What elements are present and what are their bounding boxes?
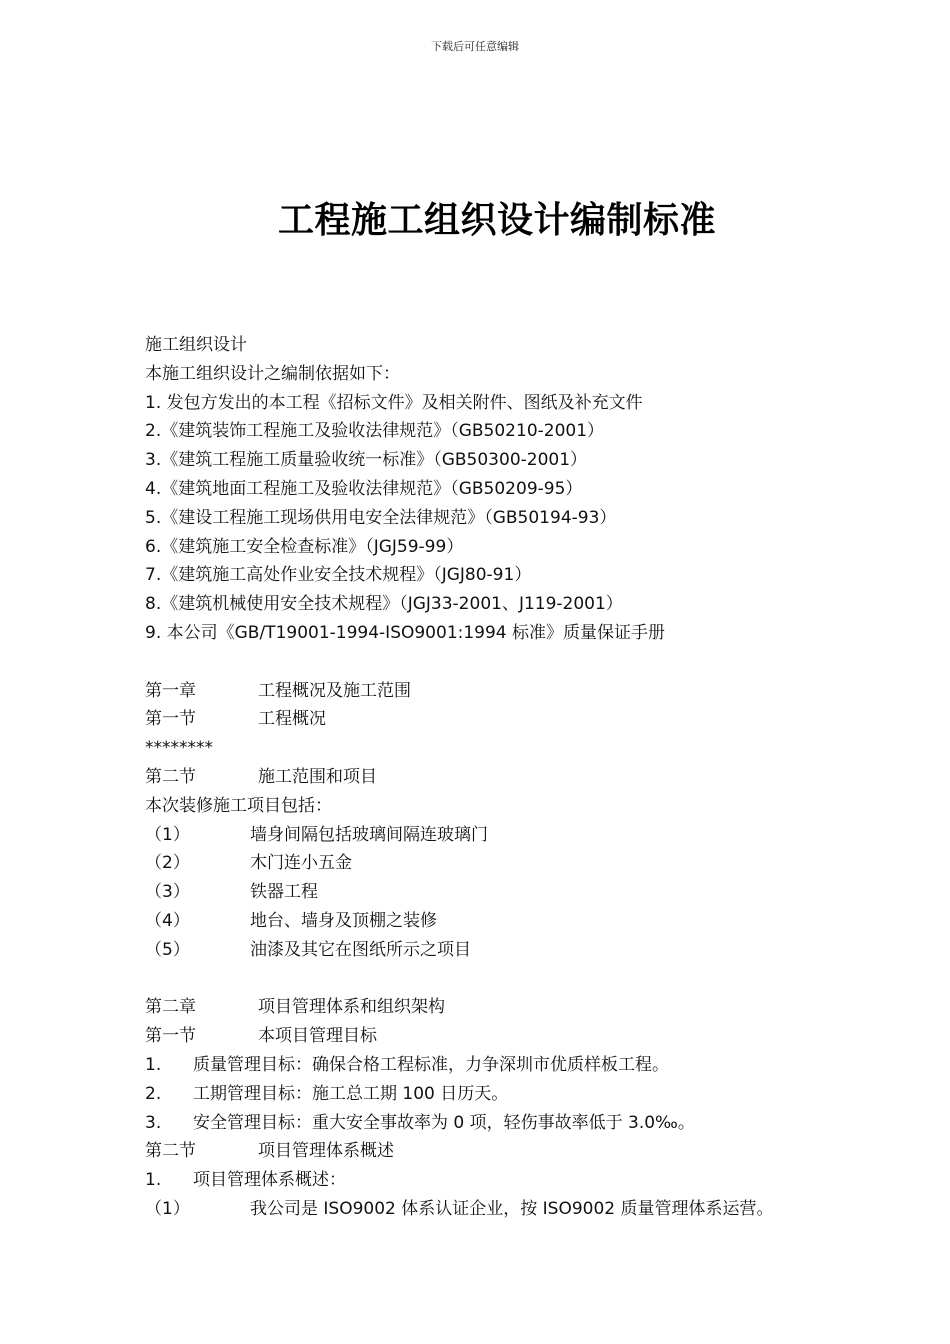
section-title: 工程概况: [258, 709, 326, 730]
section-title: 本项目管理目标: [258, 1026, 377, 1047]
items-lead: 本次装修施工项目包括：: [145, 795, 332, 816]
page-header-note: 下载后可任意编辑: [431, 40, 519, 53]
list-item: [145, 821, 865, 850]
item-number: （5）: [145, 939, 190, 960]
basis-item: 7.《建筑施工高处作业安全技术规程》（JGJ80-91）: [145, 565, 532, 586]
item-text: 油漆及其它在图纸所示之项目: [250, 939, 471, 960]
item-text: 安全管理目标：重大安全事故率为 0 项，轻伤事故率低于 3.0‰。: [193, 1112, 695, 1133]
section-heading: [145, 1137, 865, 1166]
chapter-heading: [145, 677, 865, 706]
overview-subitem: [145, 1195, 865, 1224]
item-text: 铁器工程: [250, 882, 318, 903]
item-number: 2.: [145, 1083, 162, 1104]
section-label: 第一节: [145, 1026, 196, 1047]
item-text: 地台、墙身及顶棚之装修: [250, 910, 437, 931]
item-text: 木门连小五金: [250, 853, 352, 874]
chapter-heading: [145, 993, 865, 1022]
item-text: 质量管理目标：确保合格工程标准，力争深圳市优质样板工程。: [193, 1054, 669, 1075]
item-number: （3）: [145, 882, 190, 903]
item-text: 我公司是 ISO9002 体系认证企业，按 ISO9002 质量管理体系运营。: [250, 1198, 774, 1219]
basis-item: 3.《建筑工程施工质量验收统一标准》（GB50300-2001）: [145, 450, 588, 471]
item-text: 工期管理目标：施工总工期 100 日历天。: [193, 1083, 509, 1104]
section-label: 第一节: [145, 709, 196, 730]
document-title: 工程施工组织设计编制标准: [278, 199, 717, 241]
list-item: [145, 907, 865, 936]
section-heading: [145, 1022, 865, 1051]
list-item: [145, 849, 865, 878]
item-text: 项目管理体系概述：: [193, 1170, 346, 1191]
basis-item: 8.《建筑机械使用安全技术规程》（JGJ33-2001、J119-2001）: [145, 594, 623, 615]
basis-lead: 本施工组织设计之编制依据如下：: [145, 363, 400, 384]
target-item: [145, 1109, 865, 1138]
section-label: 第二节: [145, 1141, 196, 1162]
item-number: （4）: [145, 910, 190, 931]
overview-item: [145, 1166, 865, 1195]
placeholder-text: ********: [145, 738, 213, 759]
chapter-label: 第二章: [145, 997, 196, 1018]
basis-item: 4.《建筑地面工程施工及验收法律规范》（GB50209-95）: [145, 478, 583, 499]
item-number: （2）: [145, 853, 190, 874]
item-number: （1）: [145, 824, 190, 845]
item-number: 3.: [145, 1112, 162, 1133]
section-title: 项目管理体系概述: [258, 1141, 394, 1162]
intro-heading: 施工组织设计: [145, 335, 247, 355]
section-label: 第二节: [145, 766, 196, 787]
section-heading: [145, 763, 865, 792]
item-number: （1）: [145, 1198, 190, 1219]
section-heading: [145, 705, 865, 734]
target-item: [145, 1080, 865, 1109]
basis-item: 9. 本公司《GB/T19001-1994-ISO9001:1994 标准》质量保证手册: [145, 622, 666, 643]
basis-item: 1. 发包方发出的本工程《招标文件》及相关附件、图纸及补充文件: [145, 392, 643, 413]
basis-item: 6.《建筑施工安全检查标准》（JGJ59-99）: [145, 536, 464, 557]
chapter-label: 第一章: [145, 680, 196, 701]
section-title: 施工范围和项目: [258, 766, 377, 787]
spacer: [145, 965, 865, 994]
list-item: [145, 878, 865, 907]
item-number: 1.: [145, 1170, 162, 1191]
target-item: [145, 1051, 865, 1080]
spacer: [145, 648, 865, 677]
document-body: [145, 331, 865, 1224]
chapter-title: 项目管理体系和组织架构: [258, 997, 445, 1018]
basis-item: 2.《建筑装饰工程施工及验收法律规范》（GB50210-2001）: [145, 421, 605, 442]
basis-item: 5.《建设工程施工现场供用电安全法律规范》（GB50194-93）: [145, 507, 617, 528]
item-number: 1.: [145, 1054, 162, 1075]
chapter-title: 工程概况及施工范围: [258, 680, 411, 701]
list-item: [145, 936, 865, 965]
item-text: 墙身间隔包括玻璃间隔连玻璃门: [250, 824, 488, 845]
